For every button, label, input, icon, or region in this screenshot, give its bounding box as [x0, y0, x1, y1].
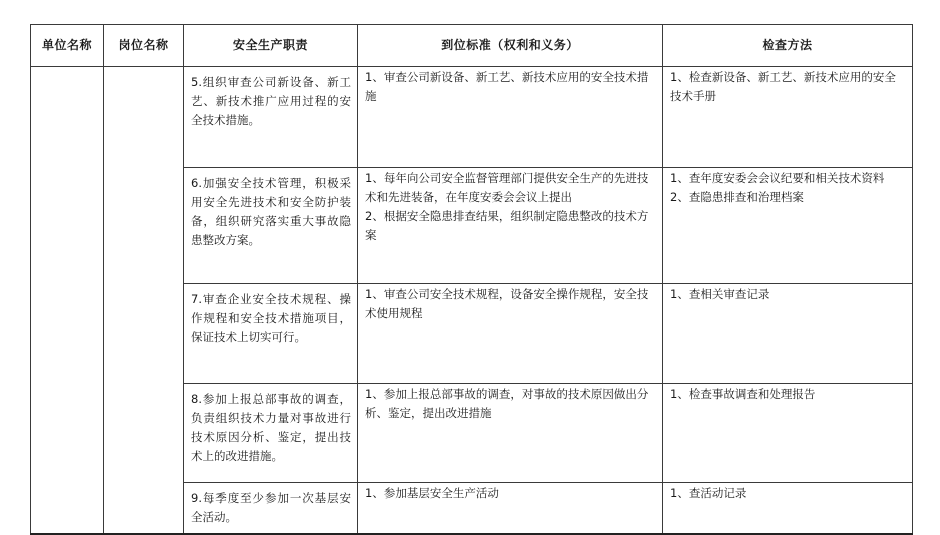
responsibility-cell: 6.加强安全技术管理，积极采用安全先进技术和安全防护装备，组织研究落实重大事故隐患整改方案。 [184, 168, 358, 284]
header-check-method: 检查方法 [663, 25, 913, 67]
check-method-cell [663, 168, 913, 284]
responsibility-cell: 5.组织审查公司新设备、新工艺、新技术推广应用过程的安全技术措施。 [184, 67, 358, 168]
standard-item: 1、审查公司安全技术规程，设备安全操作规程，安全技术使用规程 [365, 287, 649, 320]
check-item: 1、检查新设备、新工艺、新技术应用的安全技术手册 [670, 70, 896, 103]
check-item: 1、查活动记录 [670, 486, 747, 500]
responsibility-cell: 7.审查企业安全技术规程、操作规程和安全技术措施项目，保证技术上切实可行。 [184, 284, 358, 384]
responsibility-cell: 8.参加上报总部事故的调查，负责组织技术力量对事故进行技术原因分析、鉴定，提出技术上的改进措施。 [184, 384, 358, 483]
check-method-cell [663, 67, 913, 168]
check-method-cell [663, 384, 913, 483]
check-item: 1、检查事故调查和处理报告 [670, 387, 816, 401]
document-sheet [30, 24, 912, 535]
table-row [31, 67, 913, 168]
standard-item: 1、参加上报总部事故的调查，对事故的技术原因做出分析、鉴定，提出改进措施 [365, 387, 649, 420]
standard-cell [358, 384, 663, 483]
check-item: 1、查年度安委会会议纪要和相关技术资料 [670, 171, 885, 185]
header-standard: 到位标准（权利和义务） [358, 25, 663, 67]
header-post-name: 岗位名称 [104, 25, 184, 67]
check-item: 1、查相关审查记录 [670, 287, 770, 301]
header-responsibility: 安全生产职责 [184, 25, 358, 67]
standard-item: 1、每年向公司安全监督管理部门提供安全生产的先进技术和先进装备，在年度安委会会议上提出 [365, 171, 649, 204]
check-method-cell [663, 284, 913, 384]
post-name-cell [104, 67, 184, 535]
standard-item: 1、审查公司新设备、新工艺、新技术应用的安全技术措施 [365, 70, 649, 103]
standard-cell [358, 483, 663, 535]
standard-item: 2、根据安全隐患排查结果，组织制定隐患整改的技术方案 [365, 209, 649, 242]
standard-cell [358, 168, 663, 284]
header-row [31, 25, 913, 67]
table-header [31, 25, 913, 67]
check-method-cell [663, 483, 913, 535]
standard-cell [358, 284, 663, 384]
unit-name-cell [31, 67, 104, 535]
safety-responsibility-table [30, 24, 913, 535]
table-body [31, 67, 913, 535]
standard-item: 1、参加基层安全生产活动 [365, 486, 499, 500]
check-item: 2、查隐患排查和治理档案 [670, 190, 804, 204]
responsibility-cell: 9.每季度至少参加一次基层安全活动。 [184, 483, 358, 535]
header-unit-name: 单位名称 [31, 25, 104, 67]
standard-cell [358, 67, 663, 168]
